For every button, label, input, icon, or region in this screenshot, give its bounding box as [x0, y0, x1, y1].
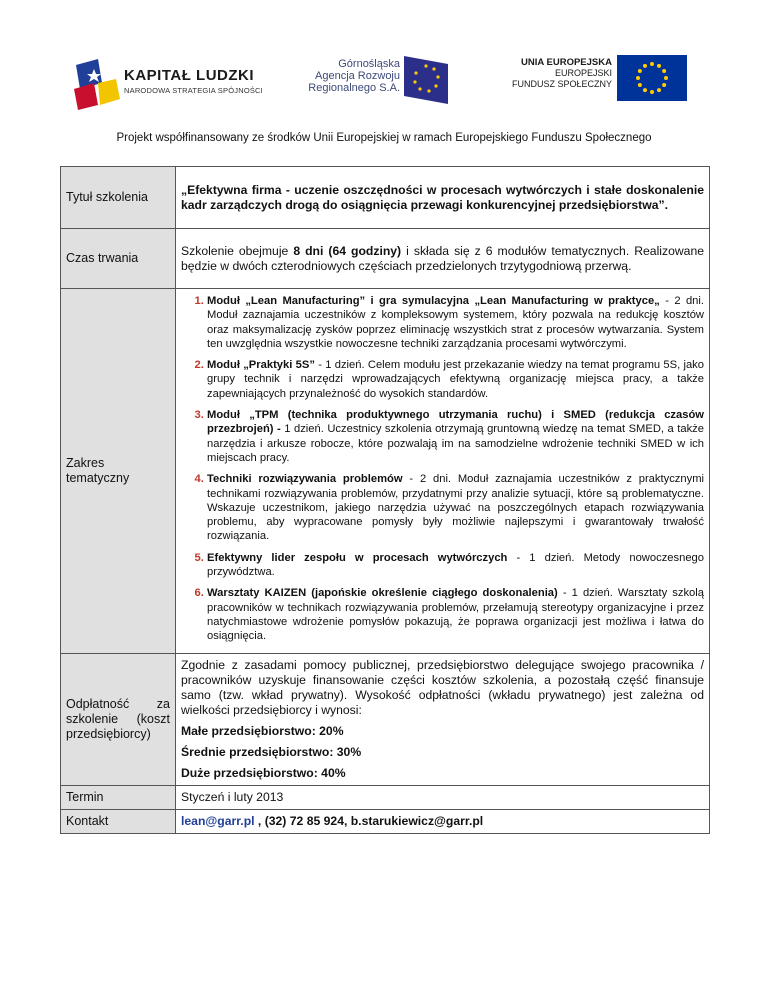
module-title: Moduł „Praktyki 5S” — [207, 359, 315, 372]
training-info-table — [60, 166, 710, 834]
module-title: Moduł „TPM (technika produktywnego utrzymania ruchu) i SMED (redukcja czasów przezbrojeń) - — [207, 409, 704, 436]
list-item — [207, 472, 704, 543]
eu-line-3: FUNDUSZ SPOŁECZNY — [511, 79, 612, 89]
list-item — [207, 408, 704, 465]
module-description: - 1 dzień. Metody nowoczesnego przywództwa. — [207, 551, 704, 579]
contact-value — [176, 809, 710, 833]
kapital-ludzki-subtitle: NARODOWA STRATEGIA SPÓJNOŚCI — [124, 86, 263, 95]
eu-star — [643, 64, 647, 68]
scope-value — [176, 289, 710, 654]
table-row — [61, 289, 710, 654]
term-value: Styczeń i luty 2013 — [176, 785, 710, 809]
eu-star — [636, 76, 640, 80]
eu-star — [643, 88, 647, 92]
module-description: - 1 dzień. Warsztaty szkolą pracowników w technikach rozwiązywania problemów, przełamują stereotypy organizacyjne i przez natychmiastowe wdrożenie pomysłów pokazują, że poprawa organizacji jest możliwa i łatwa do osiągnięcia. — [207, 587, 704, 643]
table-row — [61, 809, 710, 833]
fee-label: Odpłatność za szkolenie (koszt przedsiębiorcy) — [61, 653, 176, 785]
cofinancing-caption: Projekt współfinansowany ze środków Unii Europejskiej w ramach Europejskiego Funduszu Społecznego — [116, 132, 652, 144]
garr-line-2: Agencja Rozwoju — [315, 70, 400, 82]
fee-intro: Zgodnie z zasadami pomocy publicznej, przedsiębiorstwo delegujące swojego pracownika / pracowników uzyskuje finansowanie części kosztów szkolenia, a pozostałą część finansuje samo (tzw. wkład prywatny). Wysokość odpłatności (wkładu prywatnego) jest zależna od wielkości przedsiębiorcy i wynosi: — [181, 657, 704, 717]
module-description: 1 dzień. Uczestnicy szkolenia otrzymają gruntowną wiedzę na temat SMED, a także narzędzia i arkusze robocze, które pozwalają im na samodzielne wdrożenie techniki SMED w ich miejscach pracy. — [207, 423, 705, 464]
garr-line-3: Regionalnego S.A. — [308, 82, 400, 94]
module-title: Techniki rozwiązywania problemów — [207, 473, 403, 486]
garr-line-1: Górnośląska — [338, 58, 400, 70]
contact-details: , (32) 72 85 924, b.starukiewicz@garr.pl — [254, 813, 484, 828]
title-label: Tytuł szkolenia — [61, 167, 176, 229]
garr-logo-text — [300, 58, 400, 94]
fee-value — [176, 653, 710, 785]
scope-label: Zakres tematyczny — [61, 289, 176, 654]
table-row — [61, 167, 710, 229]
contact-email-link[interactable]: lean@garr.pl — [181, 813, 255, 828]
list-item — [207, 294, 704, 351]
module-title: Efektywny lider zespołu w procesach wytwórczych — [207, 551, 508, 564]
term-label: Termin — [61, 785, 176, 809]
eu-logo-text — [500, 57, 612, 90]
duration-text-before: Szkolenie obejmuje — [181, 243, 294, 258]
logo-bar — [0, 0, 768, 125]
eu-line-2: EUROPEJSKI — [554, 68, 612, 78]
module-title: Warsztaty KAIZEN (japońskie określenie ciągłego doskonalenia) — [207, 587, 558, 600]
eu-star — [662, 83, 666, 87]
table-row — [61, 229, 710, 289]
eu-star — [657, 88, 661, 92]
kapital-ludzki-emblem-icon — [72, 55, 122, 111]
eu-logo — [500, 55, 700, 105]
eu-star — [657, 64, 661, 68]
eu-flag-icon — [617, 55, 687, 101]
fee-large: Duże przedsiębiorstwo: 40% — [181, 765, 346, 780]
duration-value — [176, 229, 710, 289]
garr-logo — [300, 50, 450, 110]
list-item — [207, 358, 704, 401]
list-item — [207, 551, 704, 580]
module-list — [181, 294, 704, 644]
module-description: - 2 dni. Moduł zaznajamia uczestników z kompleksowym systemem, który pozwala na redukcję kosztów oraz maksymalizację zysków poprzez eliminację wszystkich strat z procesów wytwarzania. System ten uwzględnia wszystkie nowoczesne techniki zarządzania procesami wytwórczymi. — [207, 295, 705, 350]
contact-label: Kontakt — [61, 809, 176, 833]
kapital-ludzki-logo — [72, 55, 292, 111]
duration-label: Czas trwania — [61, 229, 176, 289]
eu-line-1: UNIA EUROPEJSKA — [521, 57, 612, 68]
eu-star — [650, 90, 654, 94]
module-description: - 1 dzień. Celem modułu jest przekazanie wiedzy na temat programu 5S, jako grupy technik i narzędzi wprowadzających efektywną organizację miejsca pracy, a także zapewniających przynależność do wysokich standardów. — [207, 359, 705, 400]
fee-small: Małe przedsiębiorstwo: 20% — [181, 723, 344, 738]
table-row — [61, 653, 710, 785]
eu-star — [650, 62, 654, 66]
module-title: Moduł „Lean Manufacturing” i gra symulacyjna „Lean Manufacturing w praktyce„ — [207, 295, 660, 307]
duration-text-after: i składa się z 6 modułów tematycznych. Realizowane będzie w dwóch czterodniowych częściach przedzielonych trzytygodniową przerwą. — [181, 243, 705, 273]
eu-star — [638, 83, 642, 87]
kapital-ludzki-title: KAPITAŁ LUDZKI — [124, 67, 255, 84]
garr-flag-icon — [404, 56, 448, 104]
eu-star — [662, 69, 666, 73]
title-value: „Efektywna firma - uczenie oszczędności w procesach wytwórczych i stałe doskonalenie kadr zarządczych drogą do osiągnięcia przewagi konkurencyjnej przedsiębiorstwa”. — [176, 167, 710, 229]
eu-star — [664, 76, 668, 80]
eu-star — [638, 69, 642, 73]
table-row — [61, 785, 710, 809]
list-item — [207, 586, 704, 643]
duration-bold: 8 dni (64 godziny) — [293, 243, 402, 258]
fee-medium: Średnie przedsiębiorstwo: 30% — [181, 744, 362, 759]
module-description: - 2 dni. Moduł zaznajamia uczestników z praktycznymi technikami rozwiązywania problemów, przydatnymi przy analizie sytuacji, które są problematyczne. Wskazuje uczestnikom, jakiego narzędzia używać na poszczególnych etapach rozwiązywania problemu, aby wypracowane pomysły były możliwie najlepszymi i gwarantowały trwałość rozwiązania. — [207, 473, 705, 543]
